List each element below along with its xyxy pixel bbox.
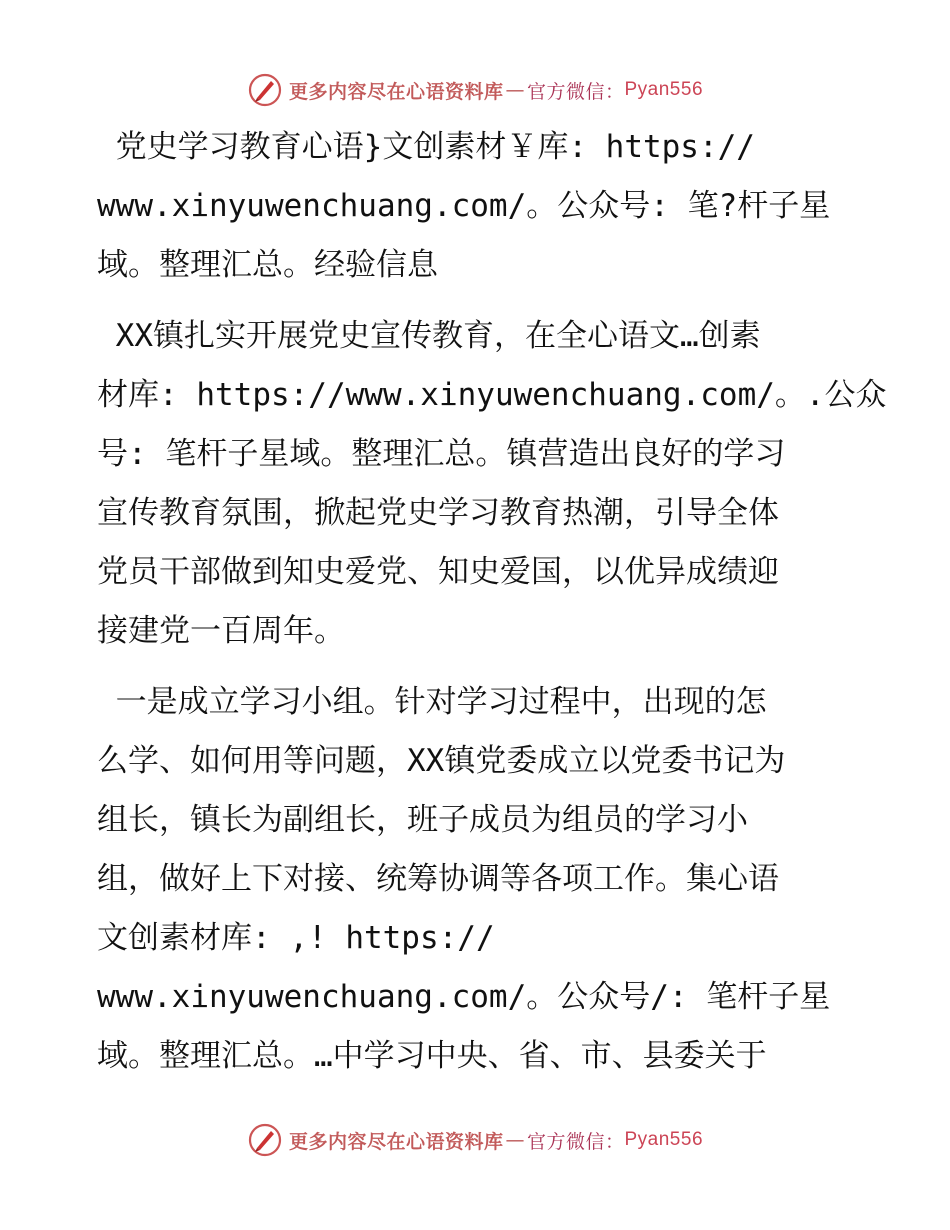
banner-text: 更多内容尽在心语资料库 [288, 80, 504, 103]
quill-logo-icon [247, 1122, 283, 1158]
text-line: www.xinyuwenchuang.com/。公众号: 笔?杆子星 [97, 188, 831, 224]
banner-wechat-label: 官方微信： [526, 1130, 625, 1153]
text-line: 党员干部做到知史爱党、知史爱国，以优异成绩迎 [97, 554, 779, 590]
text-line: 党史学习教育心语}文创素材￥库: https:// [97, 129, 755, 165]
header-banner [0, 70, 950, 110]
banner-wechat-id: Pyan556 [624, 79, 704, 100]
text-line: 宣传教育氛围，掀起党史学习教育热潮，引导全体 [97, 495, 779, 531]
text-line: 域。整理汇总。…中学习中央、省、市、县委关于 [97, 1038, 767, 1074]
banner-dash: — [505, 1129, 525, 1151]
text-line: XX镇扎实开展党史宣传教育，在全心语文…创素 [97, 318, 761, 354]
paragraph-3 [97, 673, 867, 1086]
text-line: 材库: https://www.xinyuwenchuang.com/。.公众 [97, 377, 887, 413]
paragraph-2 [97, 307, 887, 661]
text-line: 文创素材库: ,! https:// [97, 920, 495, 956]
text-line: 接建党一百周年。 [97, 613, 345, 649]
text-line: 域。整理汇总。经验信息 [97, 247, 438, 283]
body-text [97, 118, 887, 1098]
text-line: 一是成立学习小组。针对学习过程中，出现的怎 [97, 684, 767, 720]
banner-wechat-label: 官方微信： [526, 80, 625, 103]
banner-dash: — [505, 79, 525, 101]
footer-banner [0, 1120, 950, 1160]
banner-text: 更多内容尽在心语资料库 [288, 1130, 504, 1153]
text-line: www.xinyuwenchuang.com/。公众号/: 笔杆子星 [97, 979, 831, 1015]
paragraph-1 [97, 118, 867, 295]
text-line: 组，做好上下对接、统筹协调等各项工作。集心语 [97, 861, 779, 897]
text-line: 号: 笔杆子星域。整理汇总。镇营造出良好的学习 [97, 436, 786, 472]
quill-logo-icon [247, 72, 283, 108]
banner-wechat-id: Pyan556 [624, 1129, 704, 1150]
text-line: 组长，镇长为副组长，班子成员为组员的学习小 [97, 802, 748, 838]
text-line: 么学、如何用等问题，XX镇党委成立以党委书记为 [97, 743, 786, 779]
